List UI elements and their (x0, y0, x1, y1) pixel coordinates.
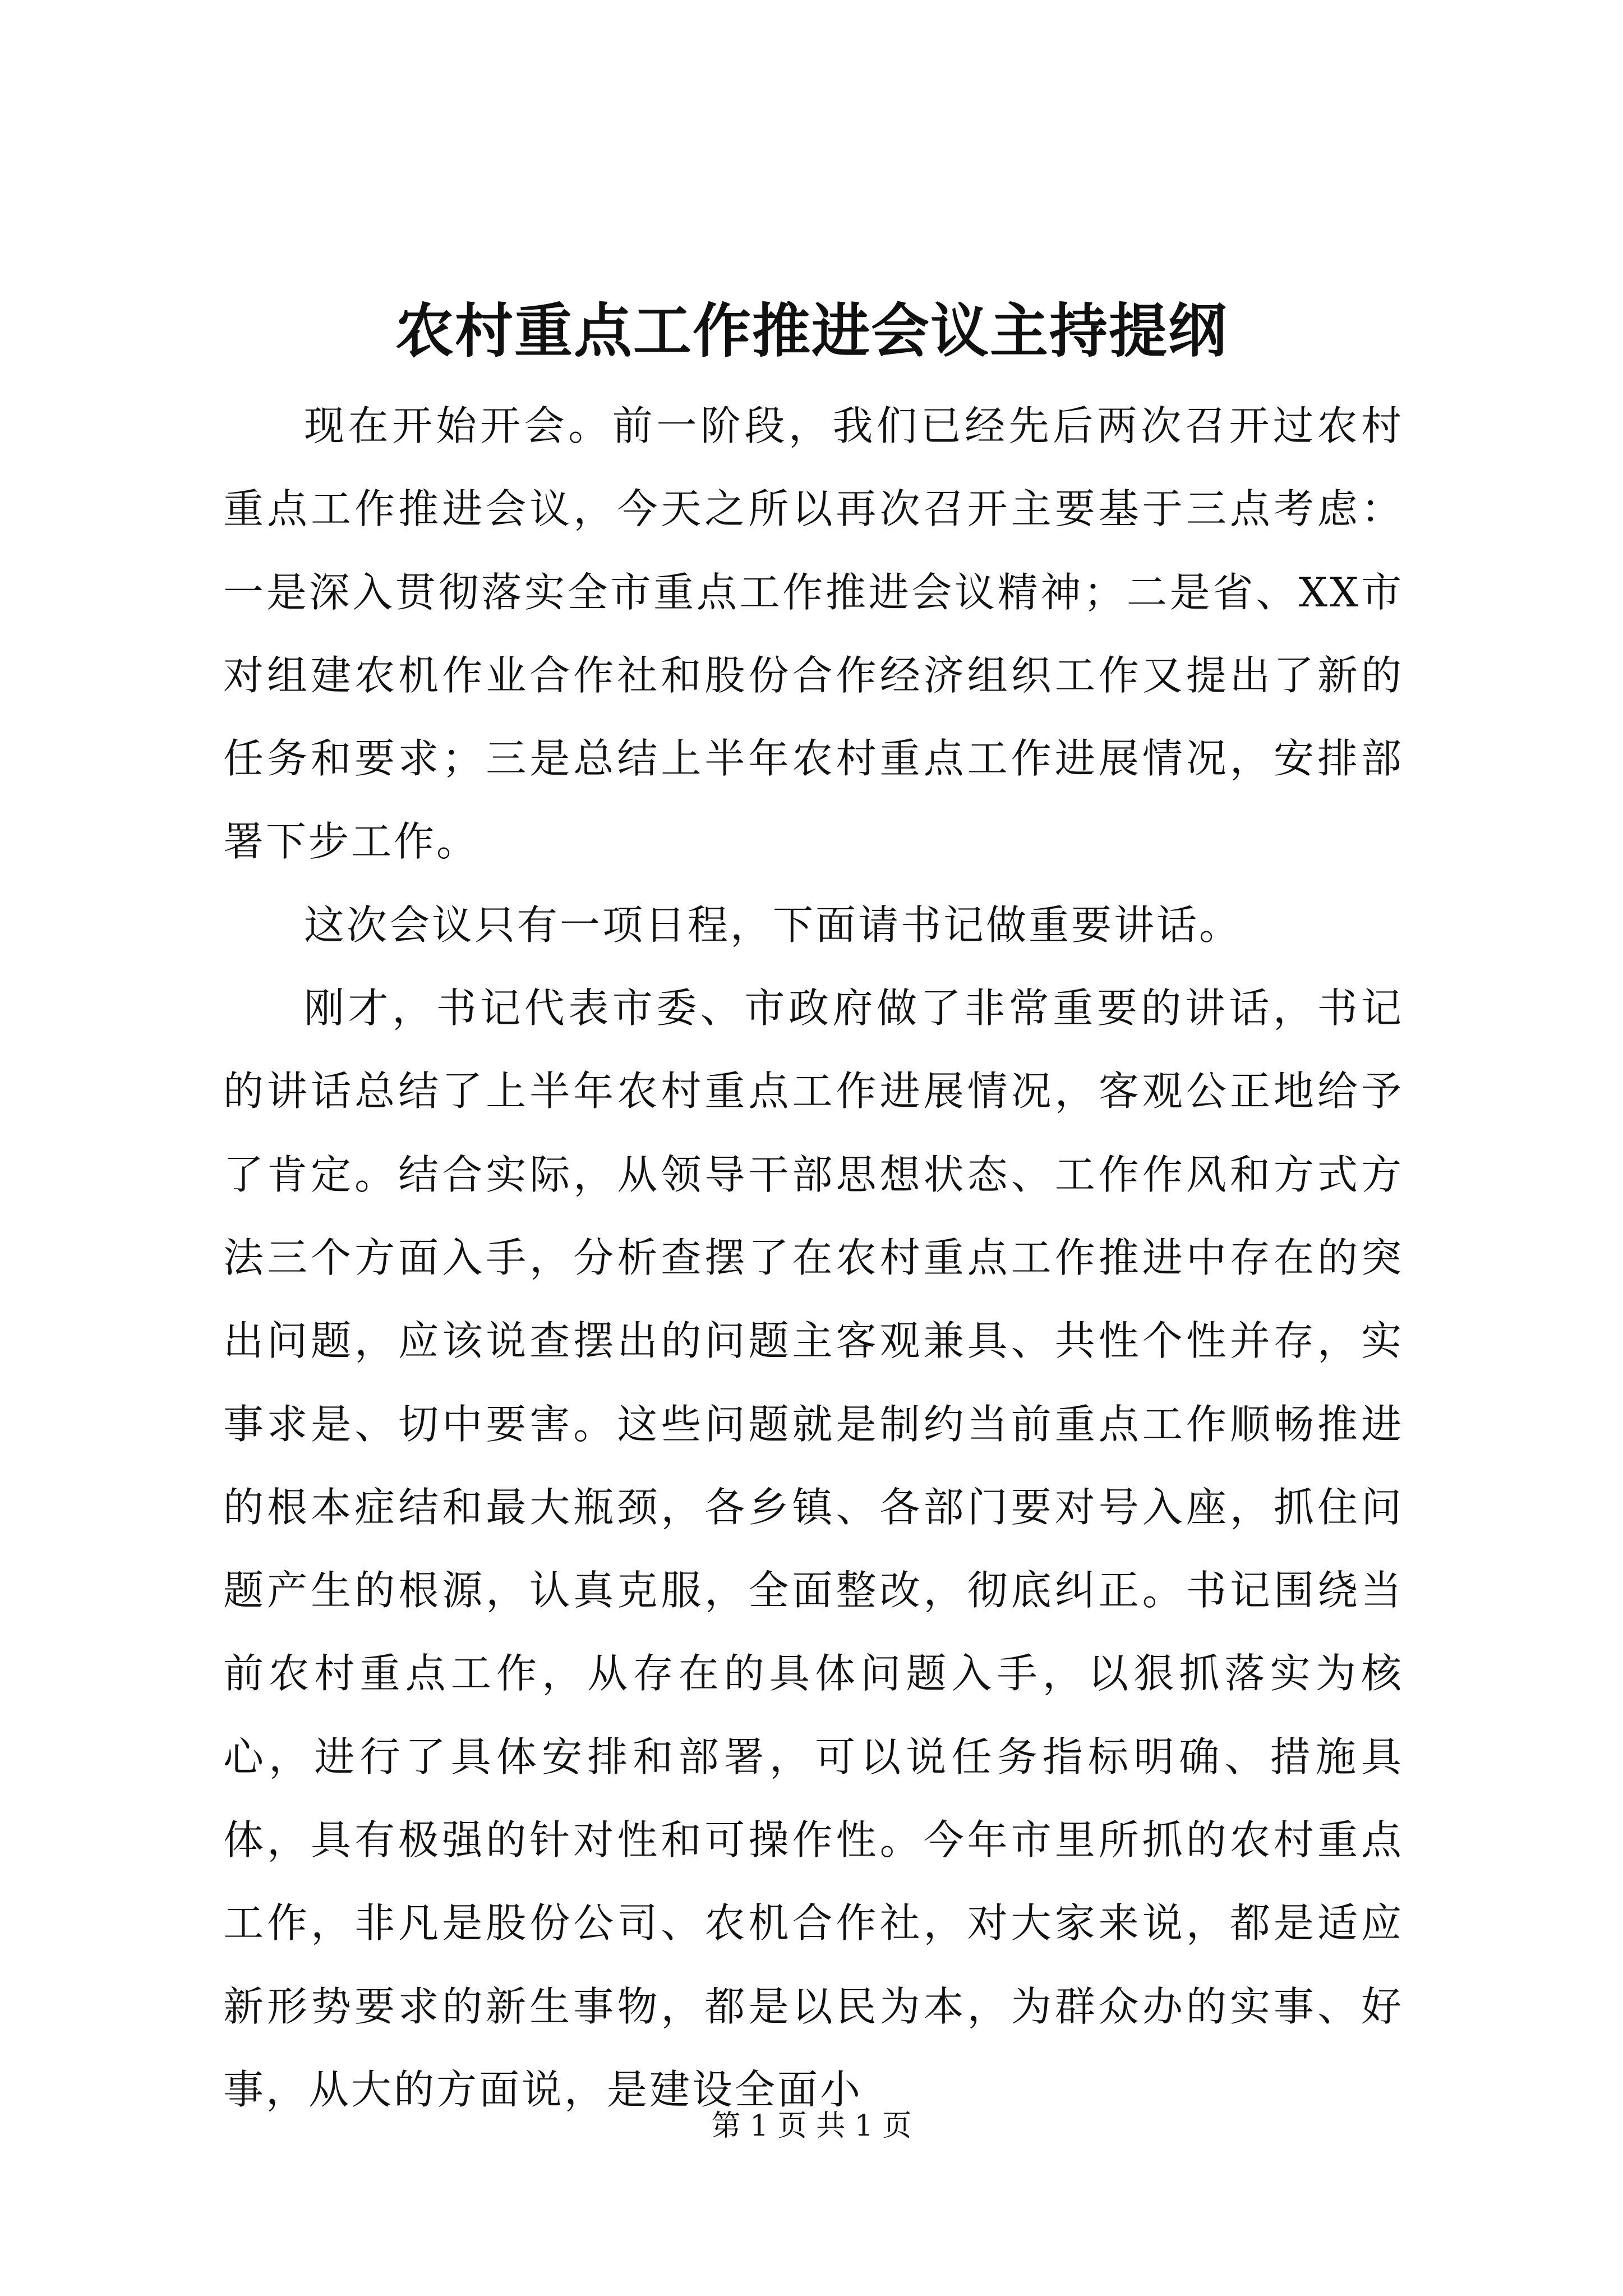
page-footer: 第 1 页 共 1 页 (711, 2109, 912, 2143)
paragraph-opening: 现在开始开会。前一阶段，我们已经先后两次召开过农村重点工作推进会议，今天之所以再次召开主要基于三点考虑：一是深入贯彻落实全市重点工作推进会议精神；二是省、XX市对组建农机作业合作社和股份合作经济组织工作又提出了新的任务和要求；三是总结上半年农村重点工作进展情况，安排部署下步工作。 (223, 402, 1404, 866)
document-body (223, 384, 1404, 2131)
document-title: 农村重点工作推进会议主持提纲 (395, 296, 1228, 365)
paragraph-summary: 刚才，书记代表市委、市政府做了非常重要的讲话，书记的讲话总结了上半年农村重点工作进展情况，客观公正地给予了肯定。结合实际，从领导干部思想状态、工作作风和方式方法三个方面入手，分析查摆了在农村重点工作推进中存在的突出问题，应该说查摆出的问题主客观兼具、共性个性并存，实事求是、切中要害。这些问题就是制约当前重点工作顺畅推进的根本症结和最大瓶颈，各乡镇、各部门要对号入座，抓住问题产生的根源，认真克服，全面整改，彻底纠正。书记围绕当前农村重点工作，从存在的具体问题入手，以狠抓落实为核心，进行了具体安排和部署，可以说任务指标明确、措施具体，具有极强的针对性和可操作性。今年市里所抓的农村重点工作，非凡是股份公司、农机合作社，对大家来说，都是适应新形势要求的新生事物，都是以民为本，为群众办的实事、好事，从大的方面说，是建设全面小 (223, 984, 1404, 2113)
paragraph-agenda: 这次会议只有一项日程，下面请书记做重要讲话。 (304, 901, 1242, 949)
